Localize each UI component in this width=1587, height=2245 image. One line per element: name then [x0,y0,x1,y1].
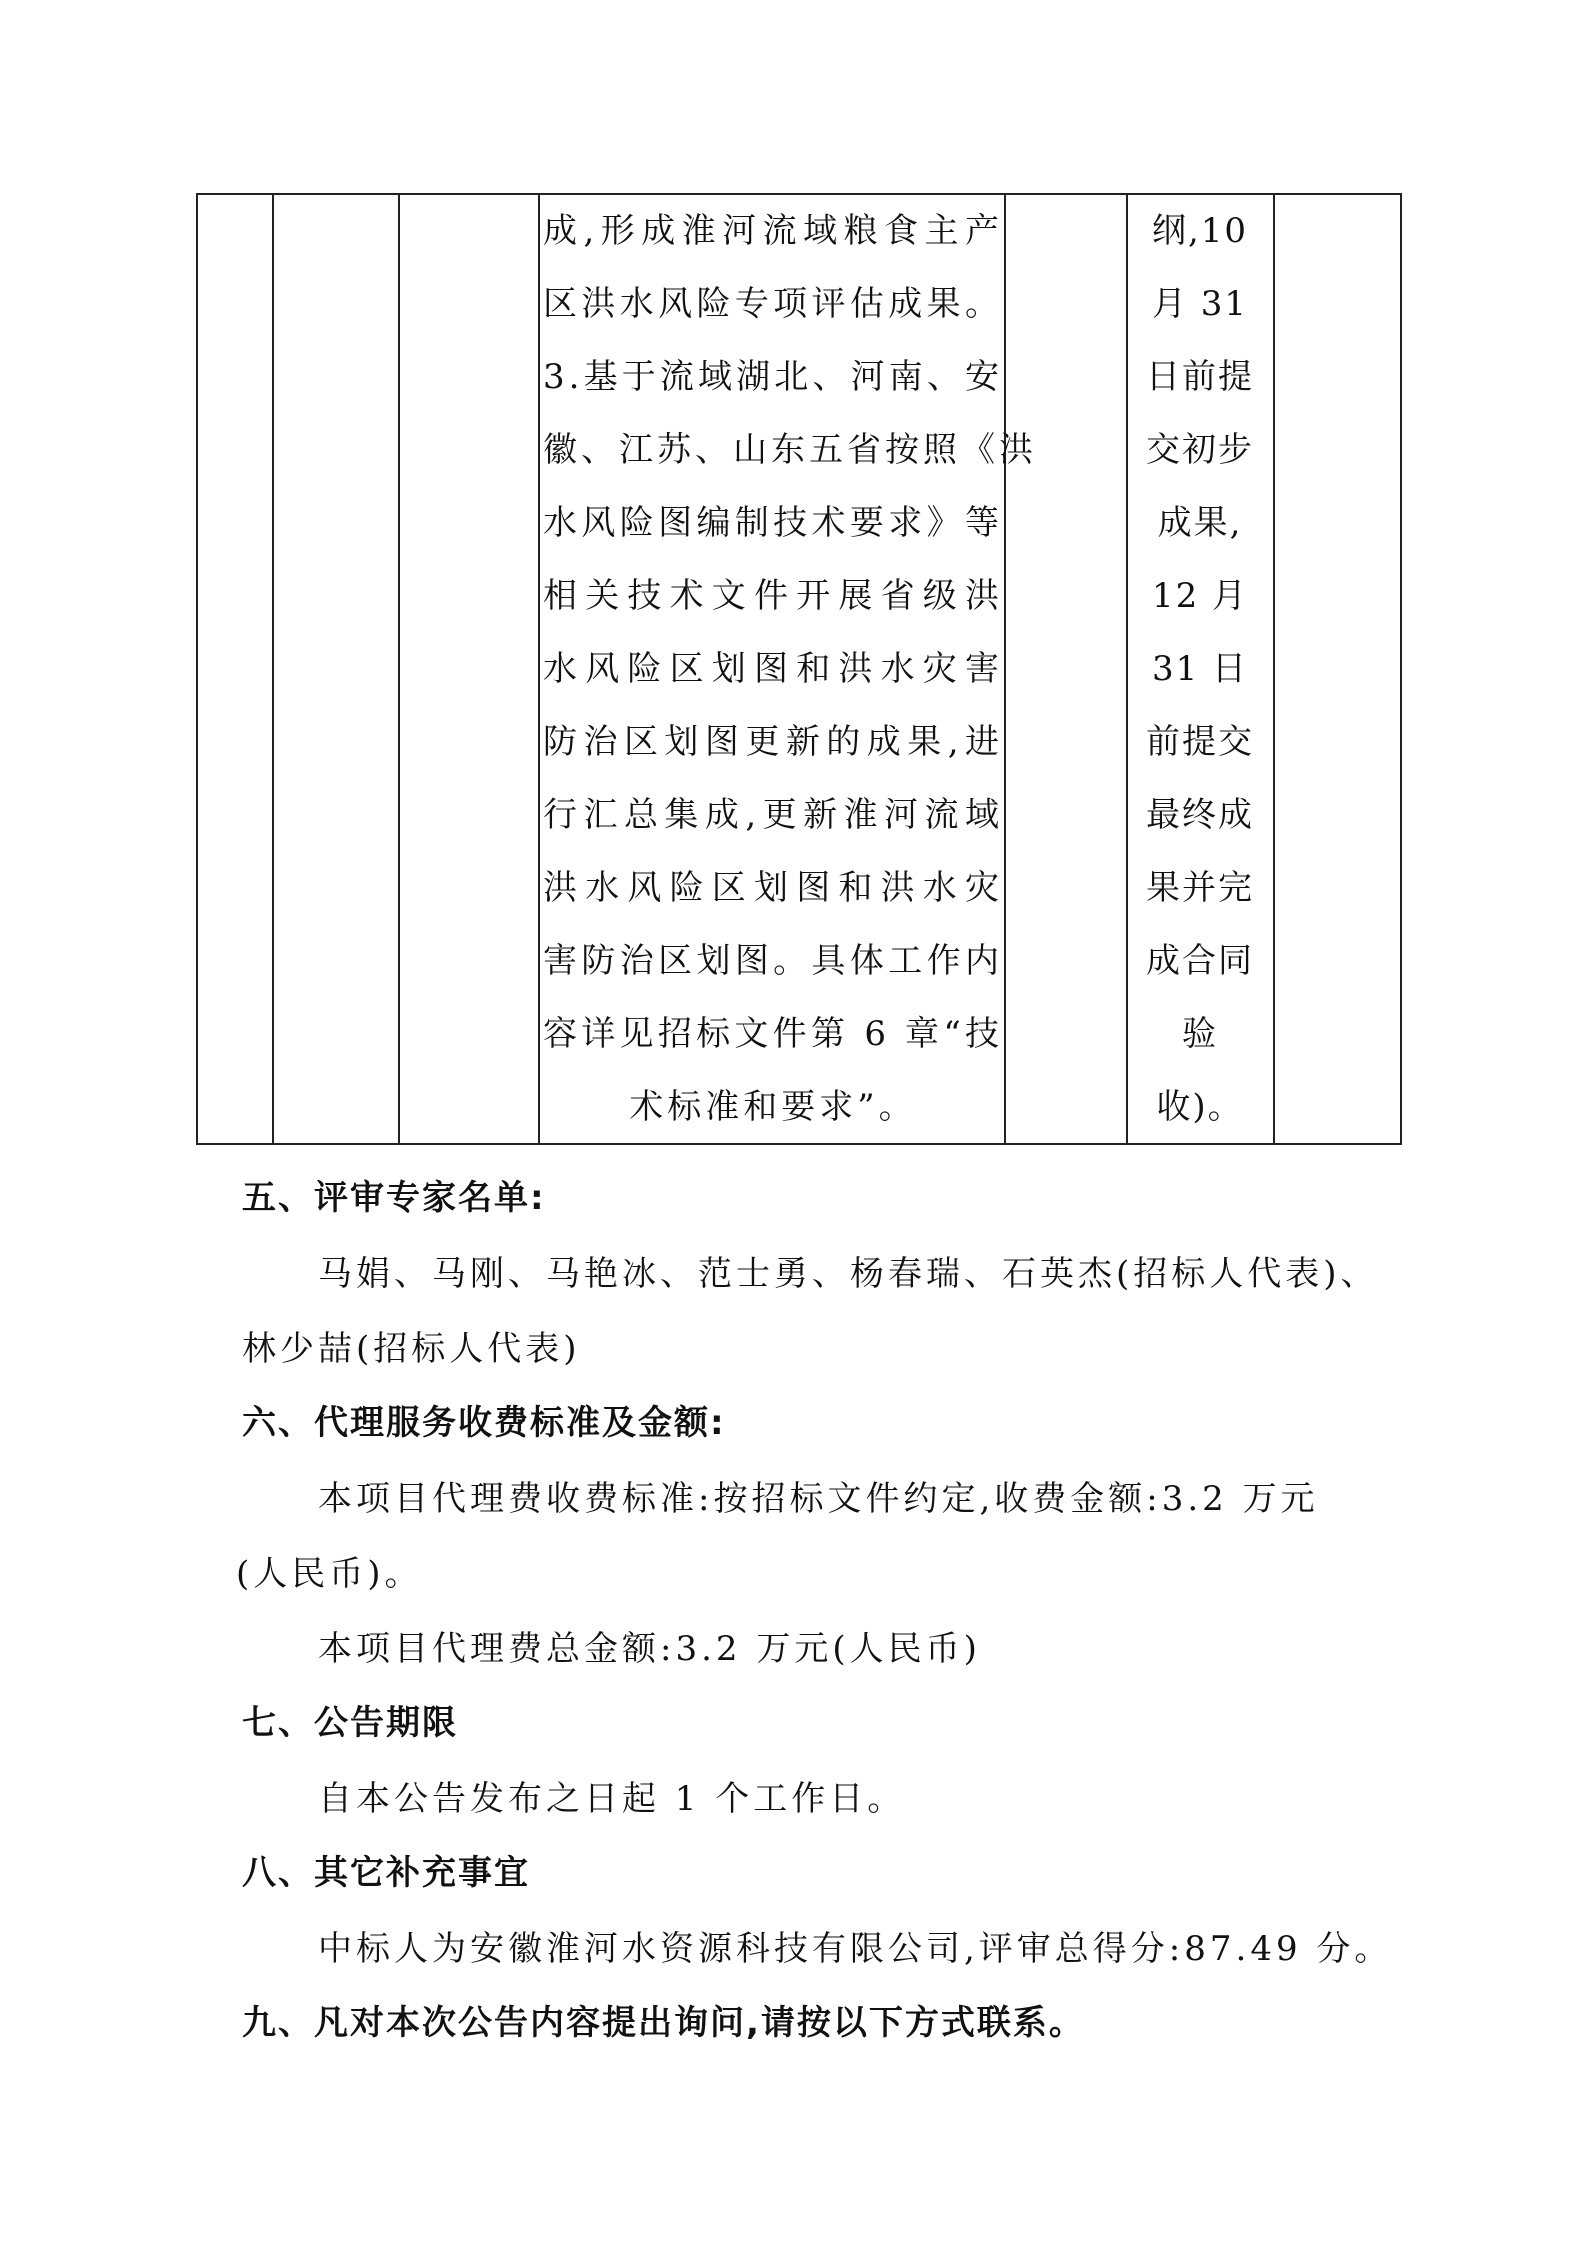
agency-fee-standard: 本项目代理费收费标准:按招标文件约定,收费金额:3.2 万元 [318,1479,1319,1519]
table-cell-line: 12 月 [1151,576,1249,616]
table-cell-schedule [1128,195,1272,1144]
table-cell-line: 成合同 [1146,941,1254,981]
table-cell-line: 成,形成淮河流域粮食主产 [543,211,1003,251]
table-cell-line: 成果, [1157,503,1243,543]
table-cell-line: 前提交 [1146,722,1254,762]
table-cell-line: 收)。 [1156,1087,1244,1127]
section-heading-experts: 五、评审专家名单: [242,1178,546,1218]
table-column-divider [398,195,400,1143]
table-cell-line: 验 [1182,1014,1218,1054]
table-cell-line: 月 31 [1151,284,1249,324]
table-cell-line: 区洪水风险专项评估成果。 [543,284,1003,324]
table-cell-line: 害防治区划图。具体工作内 [543,941,1003,981]
section-heading-notice-period: 七、公告期限 [242,1703,458,1743]
agency-fee-total: 本项目代理费总金额:3.2 万元(人民币) [318,1629,981,1669]
table-cell-line: 水风险区划图和洪水灾害 [543,649,1003,689]
table-cell-line: 日前提 [1146,357,1254,397]
table-column-divider [1273,195,1275,1143]
table-cell-line: 交初步 [1146,430,1254,470]
agency-fee-currency: (人民币)。 [236,1554,423,1594]
table-cell-line: 术标准和要求”。 [629,1087,917,1127]
experts-list-line: 林少喆(招标人代表) [242,1329,581,1369]
table-column-divider [1004,195,1006,1143]
table-cell-line: 防治区划图更新的成果,进 [543,722,1003,762]
section-heading-contact: 九、凡对本次公告内容提出询问,请按以下方式联系。 [242,2003,1085,2043]
table-cell-line: 水风险图编制技术要求》等 [543,503,1003,543]
section-heading-supplementary: 八、其它补充事宜 [242,1853,530,1893]
table-cell-line: 31 日 [1151,649,1249,689]
table-cell-line: 相关技术文件开展省级洪 [543,576,1003,616]
winning-bidder-text: 中标人为安徽淮河水资源科技有限公司,评审总得分:87.49 分。 [318,1929,1393,1969]
section-heading-agency-fee: 六、代理服务收费标准及金额: [242,1403,726,1443]
scope-table [196,193,1402,1145]
notice-period-text: 自本公告发布之日起 1 个工作日。 [318,1779,906,1819]
table-cell-line: 3.基于流域湖北、河南、安 [543,357,1003,397]
table-cell-line: 最终成 [1146,795,1254,835]
table-cell-line: 果并完 [1146,868,1254,908]
table-column-divider [538,195,540,1143]
table-cell-line: 纲,10 [1151,211,1249,251]
table-cell-work-content [543,195,1037,1144]
table-column-divider [272,195,274,1143]
table-cell-line: 徽、江苏、山东五省按照《洪 [543,430,1037,470]
table-cell-line: 洪水风险区划图和洪水灾 [543,868,1003,908]
table-cell-line: 行汇总集成,更新淮河流域 [543,795,1003,835]
experts-list-line: 马娟、马刚、马艳冰、范士勇、杨春瑞、石英杰(招标人代表)、 [318,1254,1379,1294]
table-cell-line: 容详见招标文件第 6 章“技 [543,1014,1003,1054]
